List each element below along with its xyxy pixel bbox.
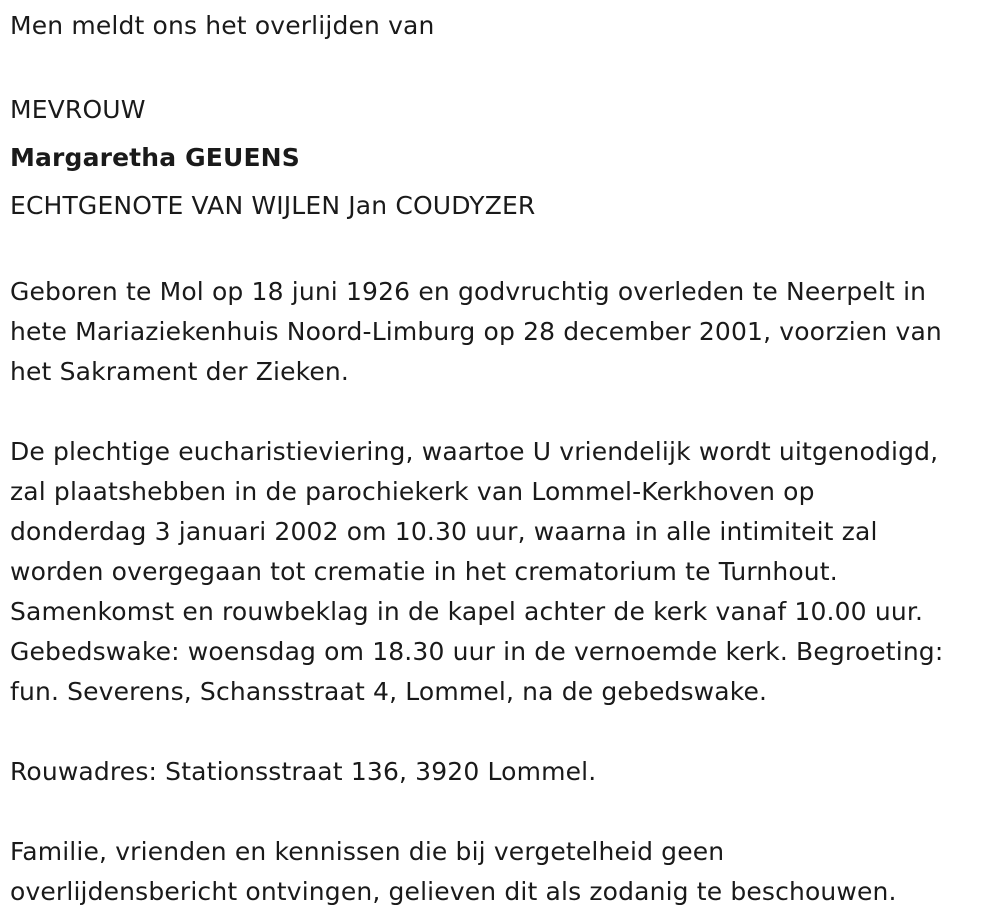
spacer	[10, 46, 990, 86]
spacer	[10, 712, 990, 752]
paragraph-line: Familie, vrienden en kennissen die bij vergetelheid geen	[10, 837, 725, 866]
service-paragraph	[10, 432, 990, 712]
paragraph-line: Gebedswake: woensdag om 18.30 uur in de vernoemde kerk. Begroeting:	[10, 637, 944, 666]
spacer	[10, 792, 990, 832]
closing-paragraph	[10, 832, 990, 912]
person-block	[10, 86, 990, 230]
paragraph-line: overlijdensbericht ontvingen, gelieven dit als zodanig te beschouwen.	[10, 877, 897, 906]
spacer	[10, 230, 990, 272]
paragraph-line: Samenkomst en rouwbeklag in de kapel achter de kerk vanaf 10.00 uur.	[10, 597, 924, 626]
person-title: MEVROUW	[10, 95, 146, 124]
mourning-address: Rouwadres: Stationsstraat 136, 3920 Lommel.	[10, 757, 597, 786]
intro-text: Men meldt ons het overlijden van	[10, 11, 435, 40]
birth-paragraph	[10, 272, 990, 392]
paragraph-line: het Sakrament der Zieken.	[10, 357, 350, 386]
paragraph-line: Geboren te Mol op 18 juni 1926 en godvruchtig overleden te Neerpelt in	[10, 277, 927, 306]
paragraph-line: worden overgegaan tot crematie in het crematorium te Turnhout.	[10, 557, 838, 586]
paragraph-line: zal plaatshebben in de parochiekerk van Lommel-Kerkhoven op	[10, 477, 815, 506]
paragraph-line: De plechtige eucharistieviering, waartoe U vriendelijk wordt uitgenodigd,	[10, 437, 939, 466]
paragraph-line: fun. Severens, Schansstraat 4, Lommel, na de gebedswake.	[10, 677, 768, 706]
spacer	[10, 392, 990, 432]
paragraph-line: hete Mariaziekenhuis Noord-Limburg op 28 december 2001, voorzien van	[10, 317, 942, 346]
person-relation: ECHTGENOTE VAN WIJLEN Jan COUDYZER	[10, 191, 536, 220]
person-name: Margaretha GEUENS	[10, 143, 300, 172]
paragraph-line: donderdag 3 januari 2002 om 10.30 uur, waarna in alle intimiteit zal	[10, 517, 878, 546]
